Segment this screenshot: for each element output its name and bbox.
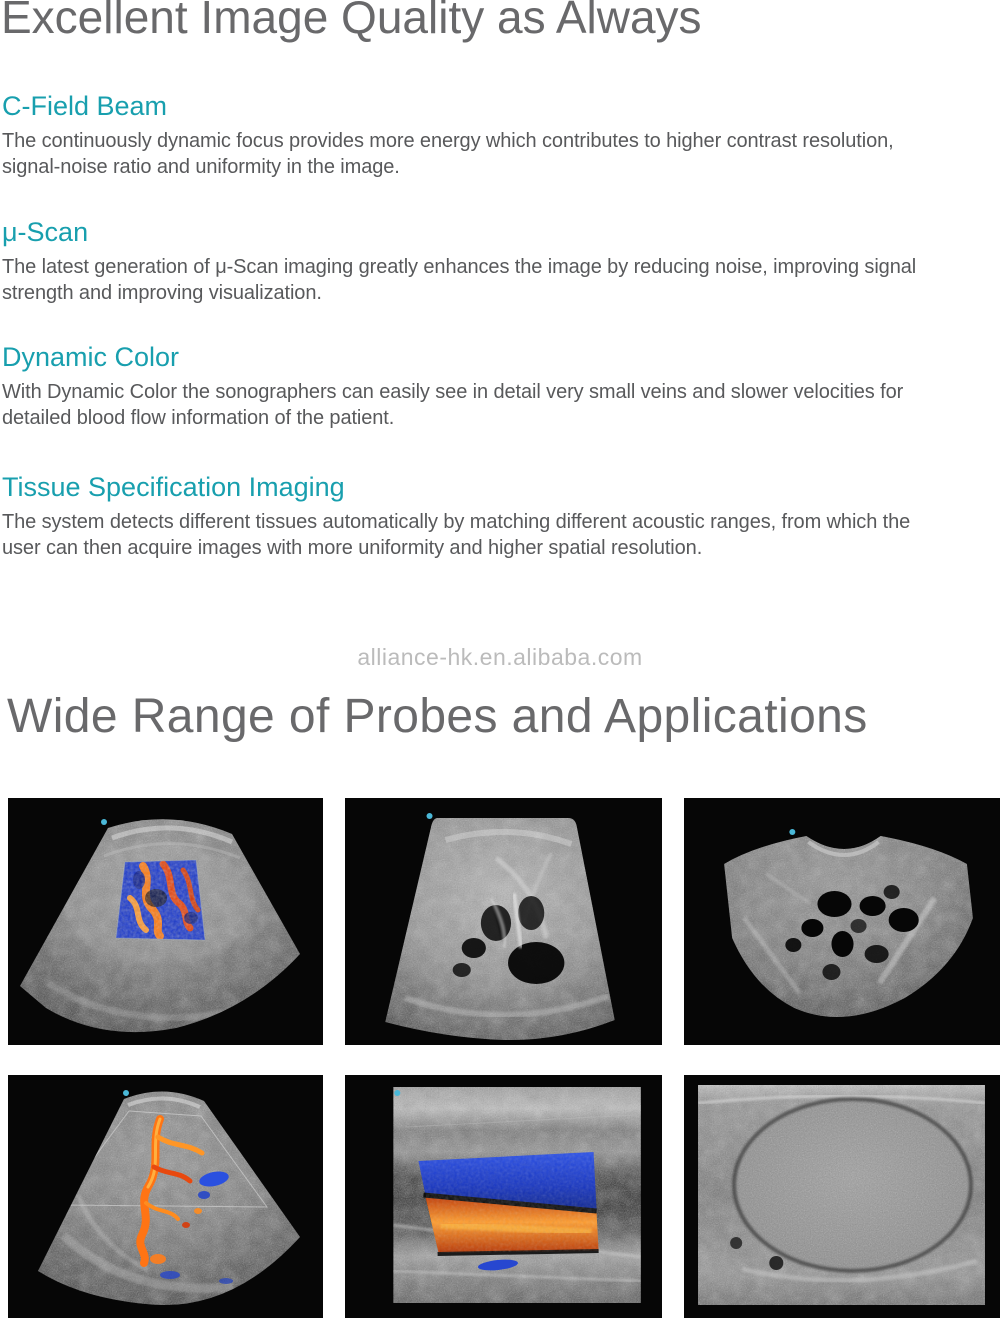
- feature-paragraph: The system detects different tissues automatically by matching different acoustic ranges, from which the user can then acquire images with more uniformity and higher spatial resolution.: [2, 511, 911, 559]
- feature-c-field-beam: [2, 92, 998, 180]
- ultrasound-image-abdominal-color-doppler: [8, 798, 323, 1045]
- linear-field: [393, 1087, 641, 1303]
- probes-title: Wide Range of Probes and Applications: [7, 690, 868, 743]
- feature-u-scan: [2, 218, 998, 306]
- watermark-text: alliance-hk.en.alibaba.com: [357, 644, 643, 670]
- feature-paragraph: The continuously dynamic focus provides more energy which contributes to higher contrast resolution, signal-noise ratio and uniformity in the image.: [2, 130, 894, 178]
- ultrasound-scan-svg: [684, 1075, 1000, 1318]
- feature-dynamic-color: [2, 343, 998, 431]
- ultrasound-gallery: [8, 798, 1000, 1318]
- ultrasound-scan-svg: [684, 798, 1000, 1045]
- probe-marker-icon: [123, 1090, 129, 1096]
- feature-paragraph: The latest generation of μ-Scan imaging greatly enhances the image by reducing noise, improving signal strength and improving visualization.: [2, 256, 917, 304]
- ultrasound-image-ovarian-follicles: [684, 798, 1000, 1045]
- feature-heading: C-Field Beam: [2, 91, 168, 121]
- ultrasound-scan-svg: [8, 798, 323, 1045]
- feature-paragraph: With Dynamic Color the sonographers can easily see in detail very small veins and slower velocities for detailed blood flow information of the patient.: [2, 381, 904, 429]
- ultrasound-image-testis: [684, 1075, 1000, 1318]
- feature-heading: Tissue Specification Imaging: [2, 472, 345, 502]
- feature-heading: μ-Scan: [2, 217, 89, 247]
- ultrasound-scan-svg: [345, 798, 662, 1045]
- probe-marker-icon: [789, 829, 795, 835]
- page-title: Excellent Image Quality as Always: [1, 0, 702, 43]
- feature-heading: Dynamic Color: [2, 342, 180, 372]
- probe-marker-icon: [101, 819, 107, 825]
- feature-tissue-specification: [2, 473, 998, 561]
- ultrasound-scan-svg: [345, 1075, 662, 1318]
- ultrasound-image-fetal-heart: [345, 798, 662, 1045]
- linear-field: [698, 1085, 985, 1305]
- probe-marker-icon: [394, 1090, 400, 1096]
- ultrasound-scan-svg: [8, 1075, 323, 1318]
- ultrasound-image-carotid-doppler: [345, 1075, 662, 1318]
- ultrasound-image-power-doppler-vessels: [8, 1075, 323, 1318]
- probe-marker-icon: [427, 813, 433, 819]
